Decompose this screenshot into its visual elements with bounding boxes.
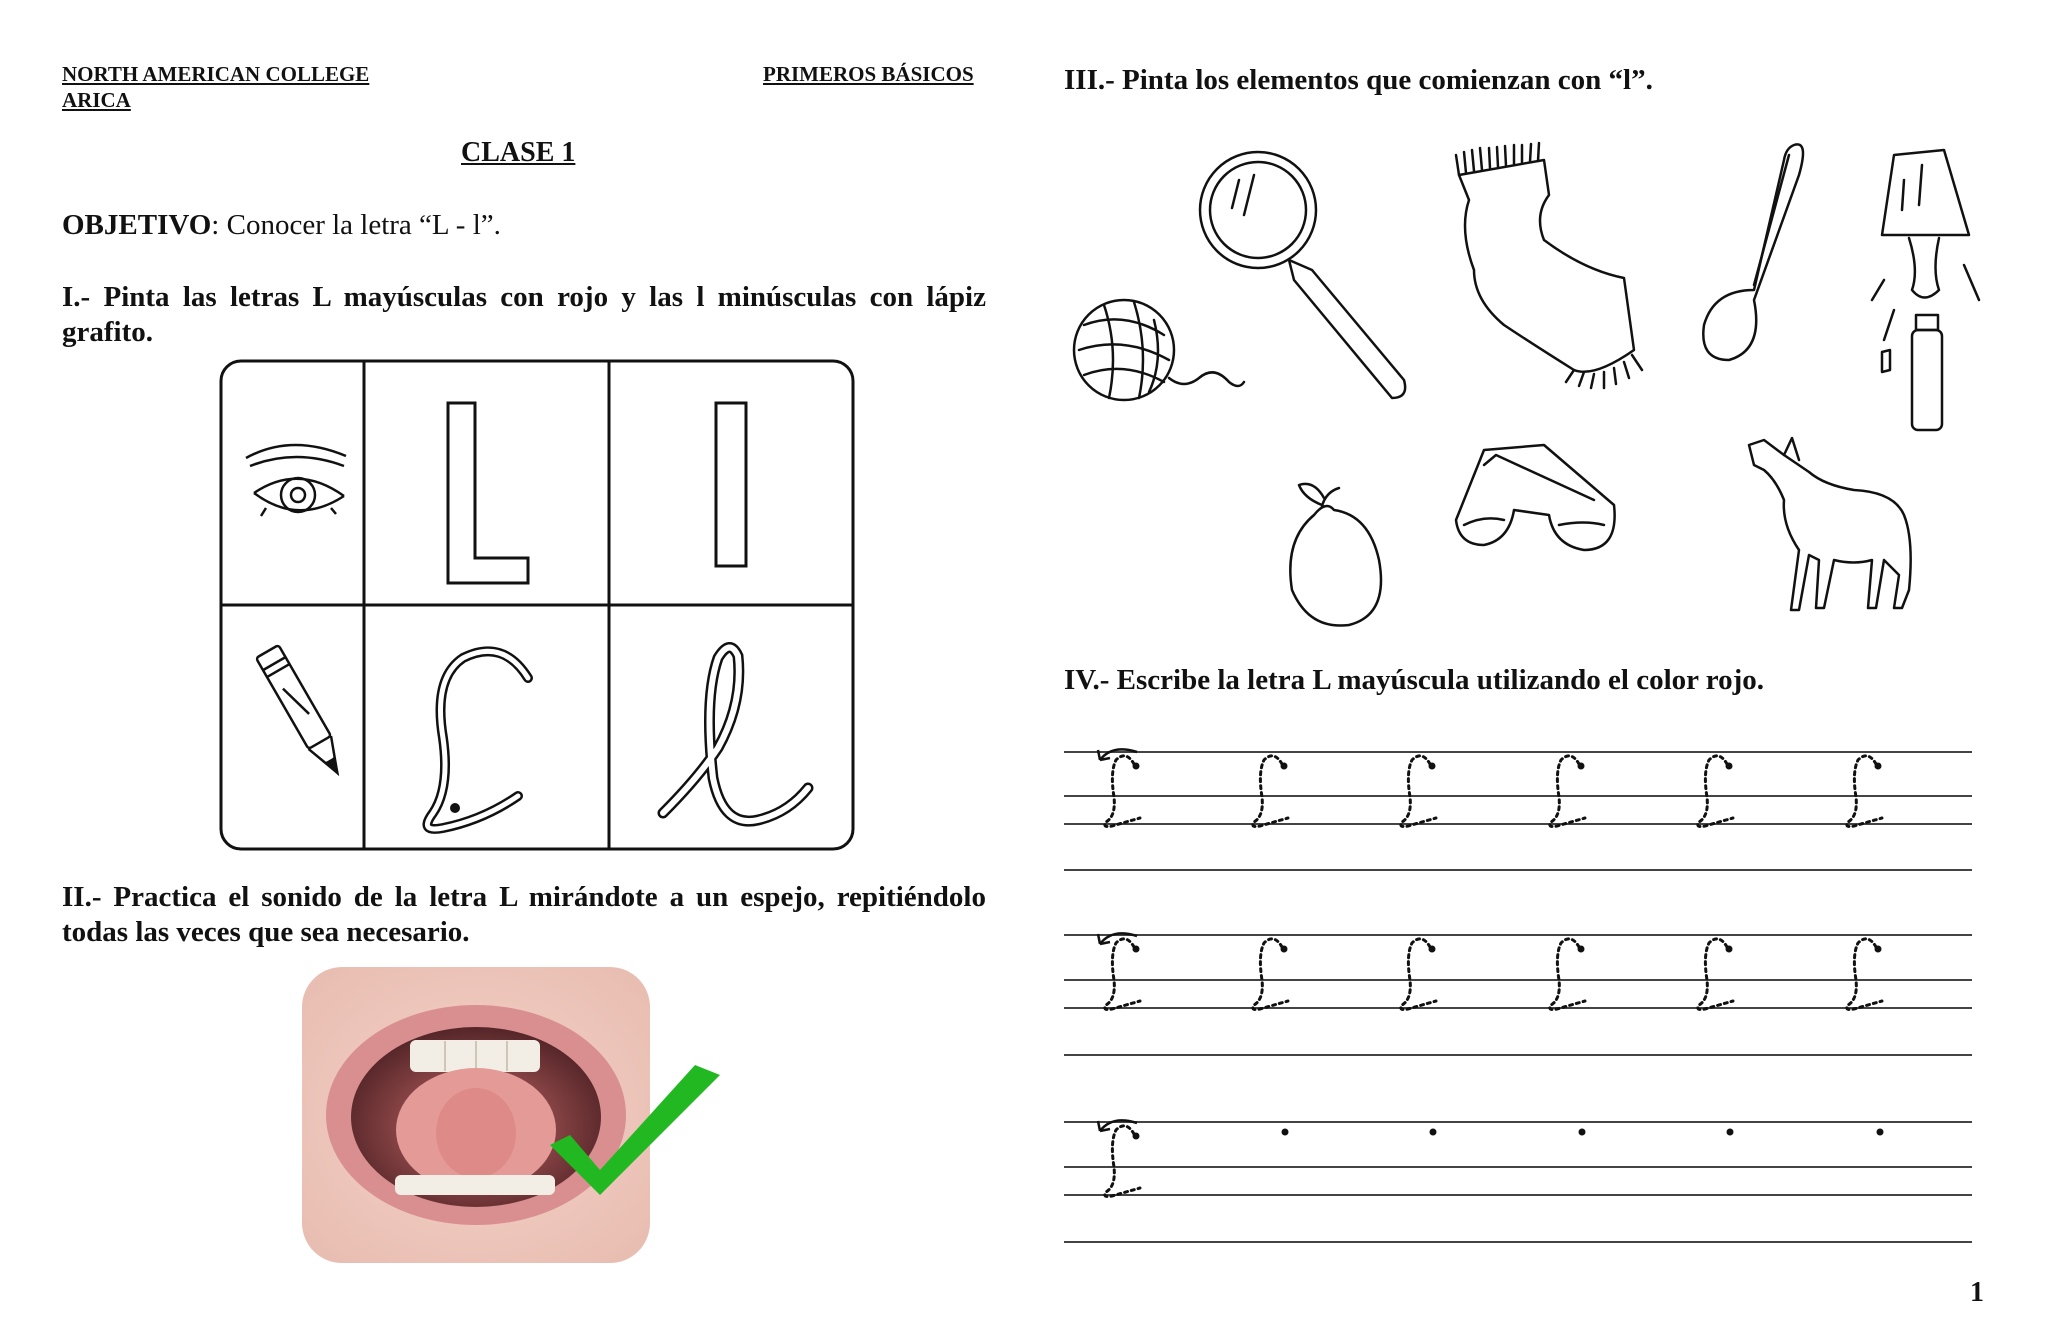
handwriting-practice <box>1062 730 1982 1250</box>
section-2-instruction: II.- Practica el sonido de la letra L mirándote a un espejo, repitiéndolo todas las veces que sea necesario. <box>62 881 986 948</box>
objective <box>62 208 501 243</box>
spoon-icon <box>1703 144 1803 360</box>
wolf-icon <box>1749 438 1911 610</box>
glasses-icon <box>1456 445 1615 550</box>
objective-text: : Conocer la letra “L - l”. <box>211 209 501 241</box>
trace-start-dot <box>1281 946 1288 953</box>
trace-start-dot <box>1429 946 1436 953</box>
trace-start-dot <box>1578 946 1585 953</box>
mouth-photo <box>300 965 730 1265</box>
section-1-instruction: I.- Pinta las letras L mayúsculas con rojo y las l minúsculas con lápiz grafito. <box>62 281 986 348</box>
eye-icon <box>246 445 346 516</box>
school-name: NORTH AMERICAN COLLEGE ARICA <box>62 62 370 112</box>
grade-label: PRIMEROS BÁSICOS <box>763 62 974 86</box>
print-upper-l <box>448 403 528 583</box>
trace-start-dot <box>1875 946 1882 953</box>
trace-start-dot <box>1578 763 1585 770</box>
section-4-instruction: IV.- Escribe la letra L mayúscula utilizando el color rojo. <box>1064 664 1765 696</box>
page-number: 1 <box>1970 1277 1984 1308</box>
letter-grid <box>218 358 858 852</box>
section-3-instruction: III.- Pinta los elementos que comienzan con “l”. <box>1064 64 1653 96</box>
scarf-icon <box>1456 143 1642 388</box>
lesson-title: CLASE 1 <box>461 137 576 168</box>
yarn-ball-icon <box>1074 300 1244 400</box>
trace-start-dot <box>1133 1133 1140 1140</box>
trace-start-dot <box>1133 763 1140 770</box>
objective-label: OBJETIVO <box>62 209 212 241</box>
drawings-panel <box>1064 120 1984 640</box>
trace-start-dot <box>1875 763 1882 770</box>
trace-start-dot <box>1726 763 1733 770</box>
cursive-lower-l <box>663 647 808 821</box>
trace-start-dot <box>1726 946 1733 953</box>
magnifying-glass-icon <box>1200 152 1405 398</box>
trace-start-dot <box>1281 763 1288 770</box>
lemon-icon <box>1290 484 1381 626</box>
pencil-icon <box>256 645 349 779</box>
lamp-icon <box>1872 150 1979 430</box>
trace-start-dot <box>1133 946 1140 953</box>
print-lower-l <box>716 403 746 566</box>
trace-start-dot <box>1429 763 1436 770</box>
